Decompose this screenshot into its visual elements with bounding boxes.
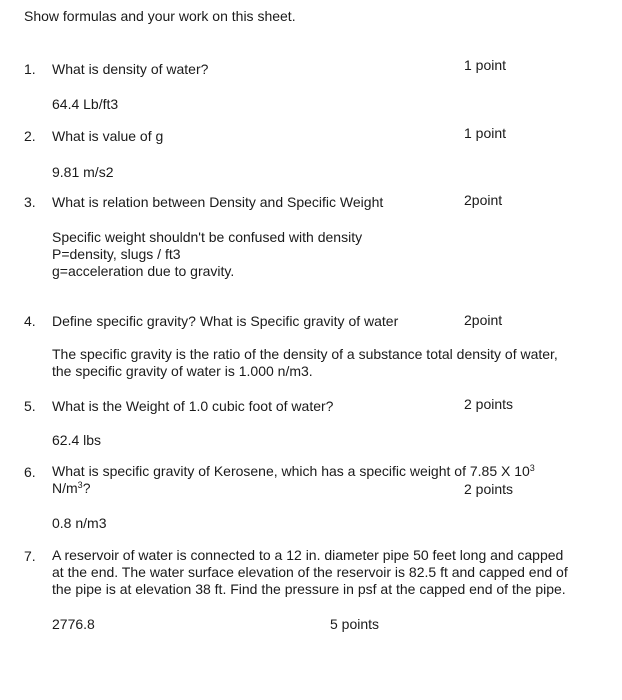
question-answer: 9.81 m/s2	[52, 164, 114, 180]
question-number: 5.	[24, 398, 36, 414]
answer-line: Specific weight shouldn't be confused with density	[52, 229, 363, 245]
exponent: 3	[529, 463, 535, 473]
question-number: 6.	[24, 464, 36, 480]
question-text: What is density of water?	[52, 61, 209, 77]
question-answer: 2776.8	[52, 616, 95, 632]
question-text-line: the pipe is at elevation 38 ft. Find the pressure in psf at the capped end of the pipe.	[52, 581, 566, 597]
question-points: 2point	[464, 192, 503, 208]
answer-line: g=acceleration due to gravity.	[52, 263, 235, 279]
question-text: What is the Weight of 1.0 cubic foot of water?	[52, 398, 334, 414]
answer-line: The specific gravity is the ratio of the density of a substance total density of water,	[52, 346, 558, 362]
question-text-line: A reservoir of water is connected to a 12 in. diameter pipe 50 feet long and capped	[52, 547, 564, 563]
question-text-line	[52, 463, 535, 480]
question-points: 2point	[464, 312, 503, 328]
question-number: 3.	[24, 194, 36, 210]
worksheet-instructions: Show formulas and your work on this sheet.	[24, 8, 296, 24]
question-answer: 62.4 lbs	[52, 432, 102, 448]
question-points: 2 points	[464, 396, 514, 412]
question-answer: 0.8 n/m3	[52, 515, 107, 531]
question-number: 4.	[24, 313, 36, 329]
answer-line: P=density, slugs / ft3	[52, 246, 181, 262]
question-points: 5 points	[330, 616, 380, 632]
question-text: What is value of g	[52, 128, 164, 144]
question-answer: 64.4 Lb/ft3	[52, 96, 119, 112]
question-number: 1.	[24, 61, 36, 77]
question-text-line	[52, 480, 90, 497]
question-text: What is specific gravity of Kerosene, which has a specific weight of 7.85 X 10	[52, 463, 530, 479]
question-text: Define specific gravity? What is Specific gravity of water	[52, 313, 399, 329]
question-number: 2.	[24, 128, 36, 144]
answer-line: the specific gravity of water is 1.000 n/m3.	[52, 363, 313, 379]
question-text: ?	[82, 480, 91, 496]
question-text: N/m	[52, 480, 78, 496]
exponent: 3	[77, 480, 83, 490]
question-text: What is relation between Density and Specific Weight	[52, 194, 384, 210]
question-text-line: at the end. The water surface elevation of the reservoir is 82.5 ft and capped end of	[52, 564, 568, 580]
question-number: 7.	[24, 548, 36, 564]
question-points: 1 point	[464, 125, 507, 141]
question-points: 1 point	[464, 57, 507, 73]
question-points: 2 points	[464, 481, 514, 497]
